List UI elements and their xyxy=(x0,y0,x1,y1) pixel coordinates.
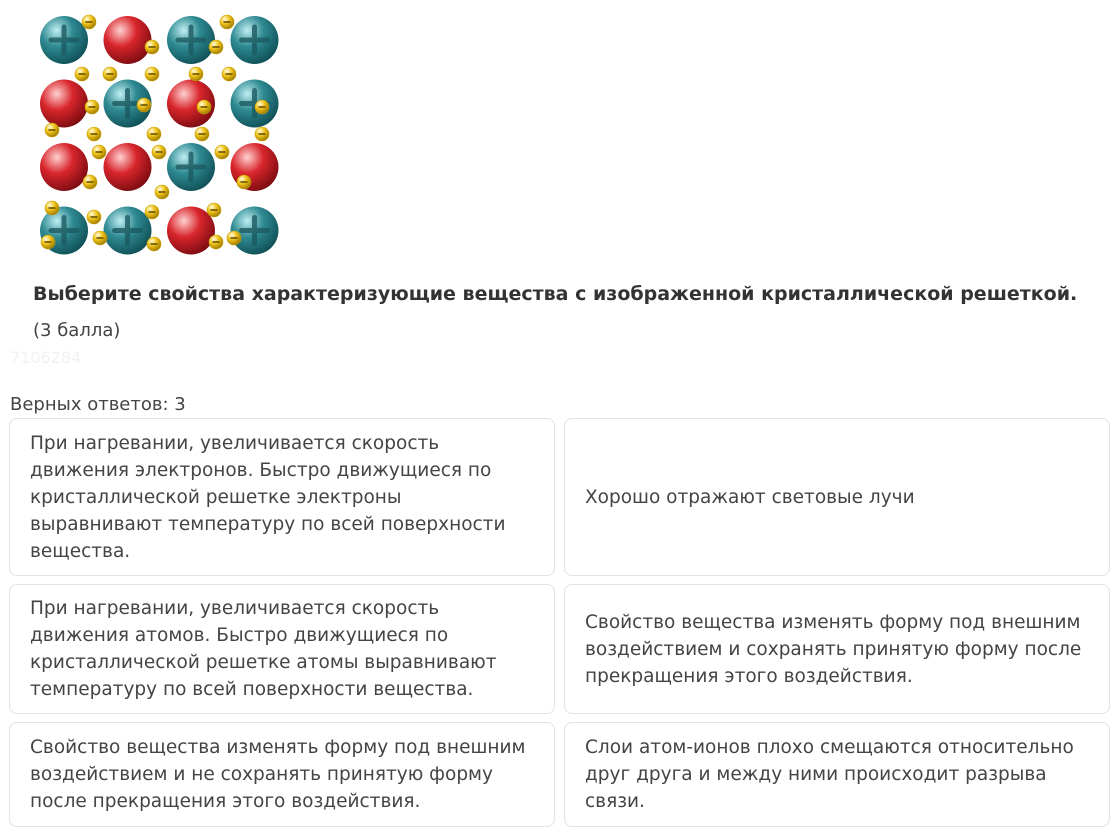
answer-option-text: Хорошо отражают световые лучи xyxy=(585,486,915,508)
atom-sphere xyxy=(104,16,152,64)
answer-option-2[interactable] xyxy=(564,418,1110,576)
answer-option-5[interactable] xyxy=(9,722,555,827)
answer-option-4[interactable] xyxy=(564,584,1110,714)
crystal-lattice-image xyxy=(34,12,284,257)
answer-option-text: При нагревании, увеличивается скорость движения электронов. Быстро движущиеся по кристаллической решетке электроны выравнивают температуру по всей поверхности вещества. xyxy=(30,432,506,562)
atom-sphere xyxy=(104,143,152,191)
answer-options xyxy=(9,418,1109,827)
atom-sphere xyxy=(40,143,88,191)
answer-option-1[interactable] xyxy=(9,418,555,576)
atom-sphere xyxy=(40,80,88,128)
answer-option-text: При нагревании, увеличивается скорость движения атомов. Быстро движущиеся по кристаллической решетке атомы выравнивают температуру по всей поверхности вещества. xyxy=(30,598,497,700)
question-points: (3 балла) xyxy=(33,320,121,341)
question-title: Выберите свойства характеризующие вещества с изображенной кристаллической решеткой. xyxy=(33,283,1078,305)
answer-option-3[interactable] xyxy=(9,584,555,714)
question-id-watermark: 7106284 xyxy=(10,348,82,367)
answer-option-6[interactable] xyxy=(564,722,1110,827)
correct-answers-count: Верных ответов: 3 xyxy=(10,394,186,415)
answer-option-text: Слои атом-ионов плохо смещаются относительно друг друга и между ними происходит разрыва связи. xyxy=(585,737,1074,812)
answer-option-text: Свойство вещества изменять форму под внешним воздействием и не сохранять принятую форму после прекращения этого воздействия. xyxy=(30,737,526,812)
answer-option-text: Свойство вещества изменять форму под внешним воздействием и сохранять принятую форму после прекращения этого воздействия. xyxy=(585,611,1082,687)
